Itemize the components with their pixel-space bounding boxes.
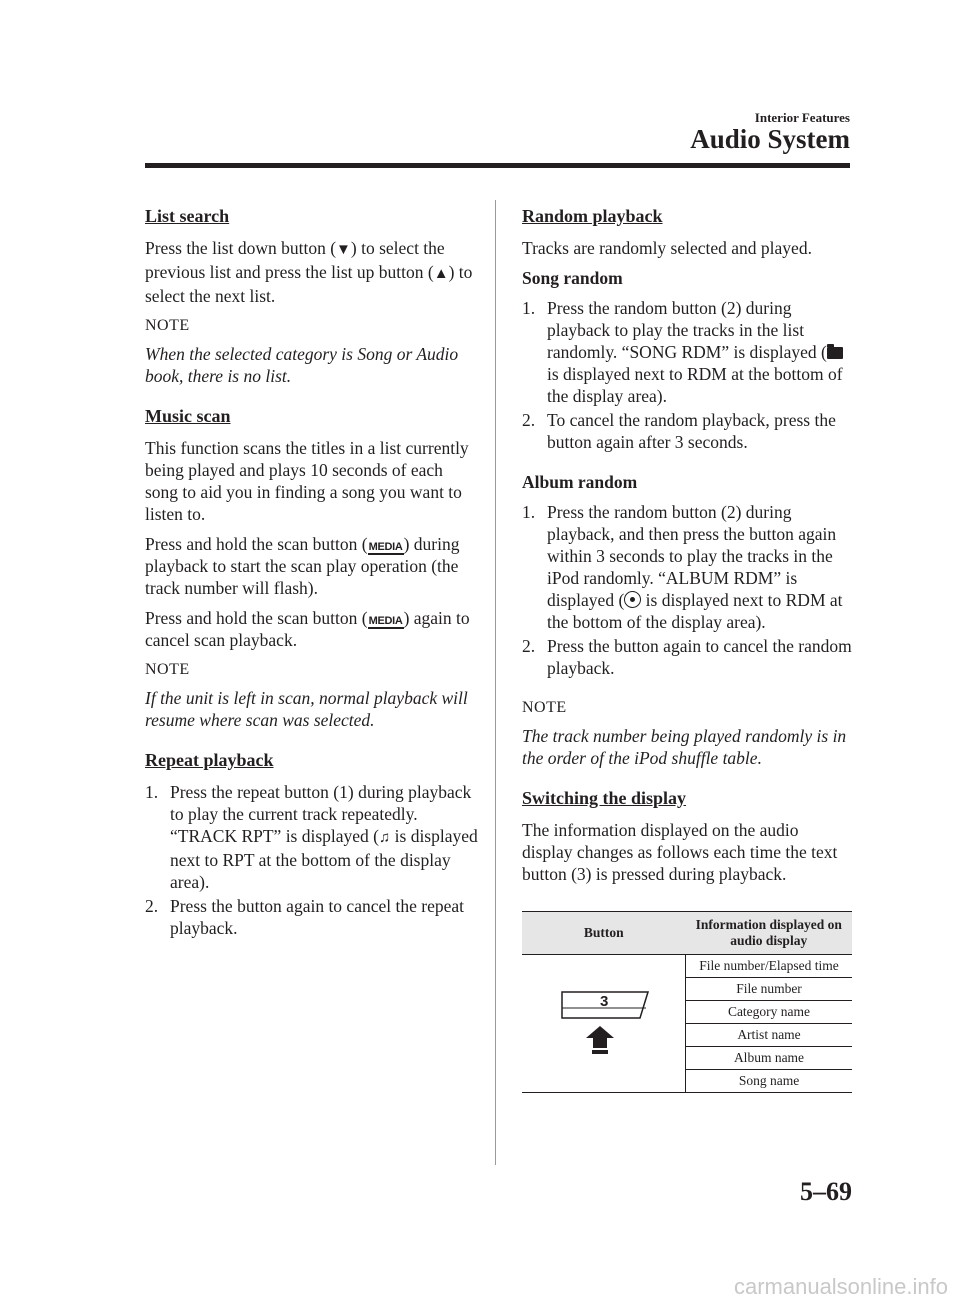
column-header-info: Information displayed on audio display: [686, 912, 853, 955]
music-scan-p3a: Press and hold the scan button (: [145, 608, 368, 628]
right-column: [522, 205, 852, 1093]
list-search-heading: List search: [145, 206, 230, 226]
repeat-playback-heading: Repeat playback: [145, 750, 274, 770]
info-cell: File number/Elapsed time: [686, 955, 853, 978]
list-item: [145, 781, 480, 893]
disc-icon: [624, 591, 641, 608]
table-row: [522, 955, 852, 978]
header-section: Interior Features: [754, 110, 850, 125]
header-rule: [145, 163, 850, 168]
info-cell: Album name: [686, 1047, 853, 1070]
music-scan-p3b: ) again to cancel scan playback.: [145, 608, 470, 650]
music-note-icon: ♫: [379, 830, 391, 846]
song-random-heading: Song random: [522, 268, 623, 288]
switching-display-heading: Switching the display: [522, 788, 687, 808]
down-arrow-icon: ▼: [336, 242, 351, 258]
text-button-illustration: [522, 955, 686, 1093]
step-number: 2.: [145, 896, 159, 916]
list-item: [522, 297, 852, 407]
step-text: Press the button again to cancel the repeat playback.: [170, 896, 464, 938]
page-number: 5–69: [800, 1177, 852, 1206]
step-text: Press the random button (2) during playback to play the tracks in the list randomly. “SONG RDM” is displayed (: [547, 298, 827, 362]
info-cell: Song name: [686, 1070, 853, 1093]
list-search-text-b: ) to select the previous list and press the list up button (: [145, 238, 445, 282]
media-button-icon: MEDIA: [368, 615, 403, 627]
page-title: Audio System: [690, 124, 850, 154]
note-label: NOTE: [145, 661, 190, 678]
info-cell: File number: [686, 978, 853, 1001]
music-scan-p1: This function scans the titles in a list currently being played and plays 10 seconds of each song to aid you in finding a song you want to listen to.: [145, 438, 469, 524]
media-button-icon: MEDIA: [368, 541, 403, 553]
folder-icon: [827, 347, 843, 359]
watermark: carmanualsonline.info: [733, 1274, 948, 1299]
note-text: The track number being played randomly is in the order of the iPod shuffle table.: [522, 726, 847, 768]
step-number: 1.: [522, 298, 536, 318]
list-search-text-a: Press the list down button (: [145, 238, 337, 258]
music-scan-p3: [145, 607, 480, 651]
repeat-steps: [145, 781, 480, 939]
list-item: [522, 409, 852, 453]
step-number: 1.: [145, 782, 159, 802]
music-scan-p2b: ) during playback to start the scan play operation (the track number will flash).: [145, 534, 460, 598]
list-search-text: [145, 237, 480, 307]
list-item: [522, 635, 852, 679]
display-info-table: [522, 911, 852, 1093]
note-text: When the selected category is Song or Audio book, there is no list.: [145, 344, 459, 386]
column-divider: [495, 200, 496, 1165]
list-search-text-c: ) to select the next list.: [145, 262, 473, 306]
step-text: Press the repeat button (1) during playback to play the current track repeatedly. “TRACK RPT” is displayed (: [170, 782, 472, 846]
column-header-button: Button: [522, 912, 686, 955]
album-random-heading: Album random: [522, 472, 638, 492]
table-header-row: [522, 912, 852, 955]
step-text: Press the button again to cancel the random playback.: [547, 636, 852, 678]
note-label: NOTE: [522, 699, 567, 716]
button-number: 3: [599, 992, 608, 1010]
text-button-icon: [554, 982, 654, 1062]
info-cell: Category name: [686, 1001, 853, 1024]
list-item: [522, 501, 852, 633]
up-arrow-icon: ▲: [433, 266, 449, 282]
step-text: is displayed next to RDM at the bottom of the display area).: [547, 590, 843, 632]
list-item: [145, 895, 480, 939]
step-number: 1.: [522, 502, 536, 522]
music-scan-p2a: Press and hold the scan button (: [145, 534, 368, 554]
random-intro: Tracks are randomly selected and played.: [522, 238, 812, 258]
note-text: If the unit is left in scan, normal playback will resume where scan was selected.: [145, 688, 468, 730]
note-label: NOTE: [145, 317, 190, 334]
step-number: 2.: [522, 410, 536, 430]
step-number: 2.: [522, 636, 536, 656]
step-text: To cancel the random playback, press the button again after 3 seconds.: [547, 410, 836, 452]
step-text: Press the random button (2) during playback, and then press the button again within 3 seconds to play the tracks in the iPod randomly. “ALBUM RDM” is displayed (: [547, 502, 837, 610]
step-text: is displayed next to RPT at the bottom of the display area).: [170, 826, 478, 892]
music-scan-heading: Music scan: [145, 406, 231, 426]
music-scan-p2: [145, 533, 480, 599]
left-column: [145, 205, 480, 957]
random-playback-heading: Random playback: [522, 206, 663, 226]
info-cell: Artist name: [686, 1024, 853, 1047]
switching-display-text: The information displayed on the audio display changes as follows each time the text button (3) is pressed during playback.: [522, 820, 838, 884]
song-random-steps: [522, 297, 852, 453]
step-text: is displayed next to RDM at the bottom of the display area).: [547, 364, 843, 406]
album-random-steps: [522, 501, 852, 679]
